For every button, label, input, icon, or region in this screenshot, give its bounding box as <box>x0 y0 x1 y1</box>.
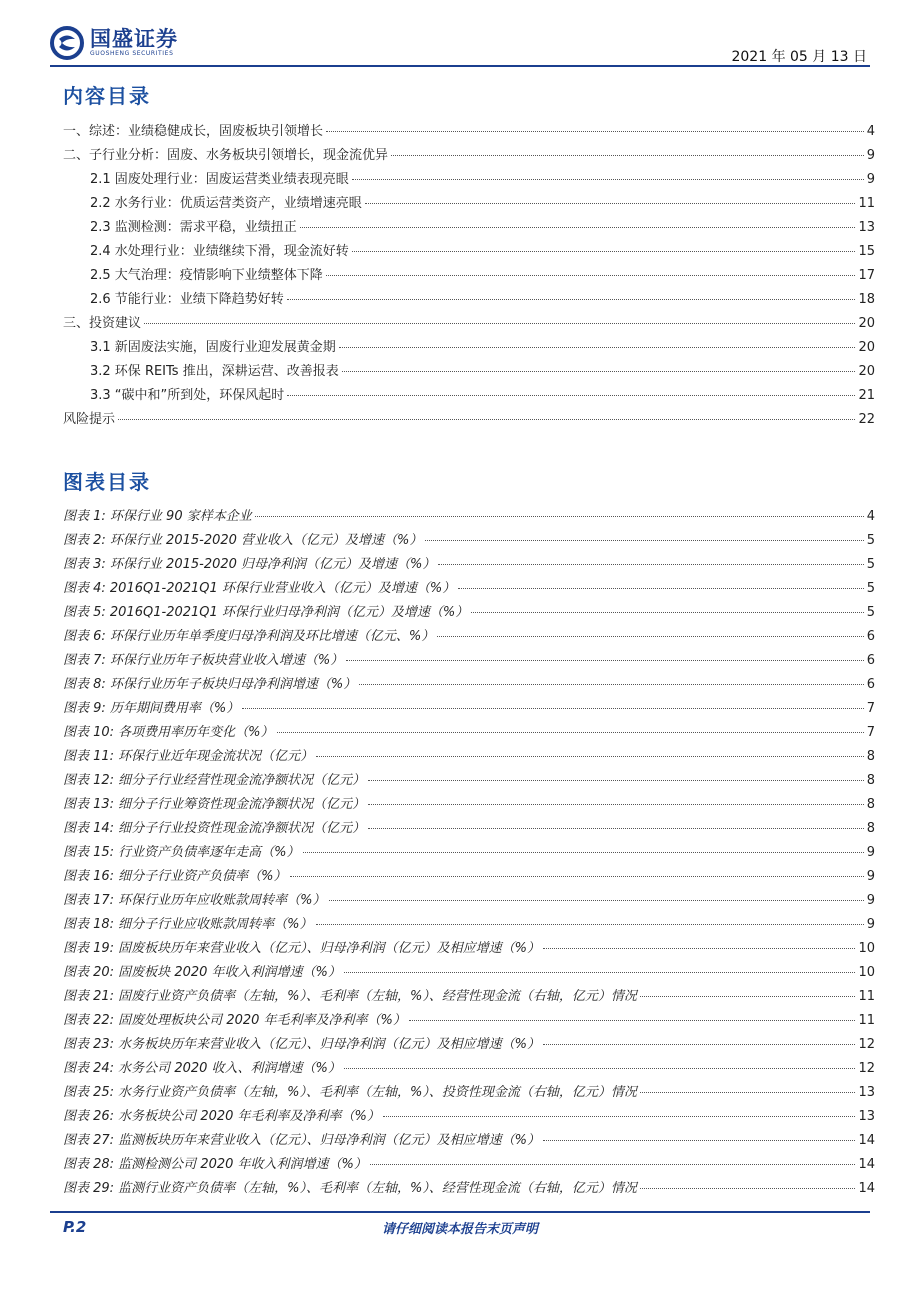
dot-leader <box>352 251 856 252</box>
figure-entry[interactable] <box>63 601 875 625</box>
figure-entry[interactable] <box>63 985 875 1009</box>
figure-entry[interactable] <box>63 577 875 601</box>
company-logo <box>50 26 178 60</box>
figure-entry[interactable] <box>63 721 875 745</box>
figure-entry-label: 图表 17: 环保行业历年应收账款周转率（%） <box>63 893 326 908</box>
toc-entry-label: 风险提示 <box>63 412 116 427</box>
figure-entry-page: 11 <box>858 989 875 1004</box>
figure-entry-page: 5 <box>866 557 875 572</box>
toc-entry-page: 20 <box>858 340 875 355</box>
figure-entry[interactable] <box>63 1129 875 1153</box>
figure-entry-label: 图表 14: 细分子行业投资性现金流净额状况（亿元） <box>63 821 366 836</box>
dot-leader <box>316 756 864 757</box>
figure-entry[interactable] <box>63 1033 875 1057</box>
toc-entry[interactable] <box>63 408 875 432</box>
figure-entry[interactable] <box>63 793 875 817</box>
figure-entry-page: 9 <box>866 893 875 908</box>
figure-entry-page: 9 <box>866 869 875 884</box>
figure-entry-page: 8 <box>866 821 875 836</box>
figure-entry-label: 图表 22: 固废处理板块公司 2020 年毛利率及净利率（%） <box>63 1013 406 1028</box>
dot-leader <box>640 1188 856 1189</box>
figure-entry-page: 13 <box>858 1109 875 1124</box>
toc-entry[interactable] <box>63 216 875 240</box>
figure-entry-label: 图表 10: 各项费用率历年变化（%） <box>63 725 274 740</box>
dot-leader <box>287 299 856 300</box>
figure-entry[interactable] <box>63 913 875 937</box>
toc-entry-label: 3.2 环保 REITs 推出，深耕运营、改善报表 <box>90 364 339 379</box>
toc-entry-page: 9 <box>866 172 875 187</box>
guosheng-logo-icon <box>50 26 84 60</box>
figure-entry-page: 9 <box>866 917 875 932</box>
toc-entry-page: 15 <box>858 244 875 259</box>
toc-entry-page: 17 <box>858 268 875 283</box>
dot-leader <box>365 203 856 204</box>
page-number: P.2 <box>63 1218 87 1236</box>
dot-leader <box>437 636 863 637</box>
figure-entry-label: 图表 2: 环保行业 2015-2020 营业收入（亿元）及增速（%） <box>63 533 423 548</box>
figure-entry-page: 8 <box>866 797 875 812</box>
dot-leader <box>391 155 864 156</box>
figure-entry-page: 6 <box>866 653 875 668</box>
figure-entry-page: 4 <box>866 509 875 524</box>
toc-entry-label: 3.3 “碳中和”所到处，环保风起时 <box>90 388 285 403</box>
figure-entry-page: 12 <box>858 1037 875 1052</box>
figure-entry[interactable] <box>63 769 875 793</box>
dot-leader <box>471 612 863 613</box>
figure-entry[interactable] <box>63 553 875 577</box>
dot-leader <box>640 1092 856 1093</box>
figure-entry[interactable] <box>63 625 875 649</box>
toc-entry-label: 2.5 大气治理：疫情影响下业绩整体下降 <box>90 268 323 283</box>
figure-entry-page: 8 <box>866 773 875 788</box>
figure-entry[interactable] <box>63 697 875 721</box>
logo-company-cn: 国盛证券 <box>90 27 178 51</box>
figures-title: 图表目录 <box>63 470 151 494</box>
figure-entry-label: 图表 21: 固废行业资产负债率（左轴，%）、毛利率（左轴，%）、经营性现金流（右轴，亿元）情况 <box>63 989 637 1004</box>
dot-leader <box>368 828 864 829</box>
dot-leader <box>352 179 864 180</box>
dot-leader <box>255 516 864 517</box>
figure-entry-page: 13 <box>858 1085 875 1100</box>
figure-entry[interactable] <box>63 1177 875 1201</box>
figure-entry-label: 图表 23: 水务板块历年来营业收入（亿元）、归母净利润（亿元）及相应增速（%） <box>63 1037 541 1052</box>
figure-entry-label: 图表 19: 固废板块历年来营业收入（亿元）、归母净利润（亿元）及相应增速（%） <box>63 941 541 956</box>
figure-entry-label: 图表 24: 水务公司 2020 收入、利润增速（%） <box>63 1061 341 1076</box>
toc-entry[interactable] <box>63 360 875 384</box>
dot-leader <box>370 1164 856 1165</box>
toc-entry[interactable] <box>63 312 875 336</box>
figure-entry-label: 图表 28: 监测检测公司 2020 年收入利润增速（%） <box>63 1157 367 1172</box>
contents-list <box>63 120 875 432</box>
figure-entry-page: 8 <box>866 749 875 764</box>
figure-entry-label: 图表 9: 历年期间费用率（%） <box>63 701 240 716</box>
dot-leader <box>346 660 863 661</box>
footer-divider <box>50 1211 870 1213</box>
figure-entry-label: 图表 26: 水务板块公司 2020 年毛利率及净利率（%） <box>63 1109 380 1124</box>
dot-leader <box>144 323 855 324</box>
toc-entry[interactable] <box>63 192 875 216</box>
toc-entry-page: 20 <box>858 316 875 331</box>
logo-company-en: GUOSHENG SECURITIES <box>90 50 174 57</box>
figure-entry-page: 11 <box>858 1013 875 1028</box>
dot-leader <box>543 1044 855 1045</box>
toc-entry-page: 11 <box>858 196 875 211</box>
figure-entry[interactable] <box>63 673 875 697</box>
figure-entry-label: 图表 25: 水务行业资产负债率（左轴，%）、毛利率（左轴，%）、投资性现金流（右轴，亿元）情况 <box>63 1085 637 1100</box>
toc-entry[interactable] <box>63 264 875 288</box>
figure-entry-label: 图表 29: 监测行业资产负债率（左轴，%）、毛利率（左轴，%）、经营性现金流（右轴，亿元）情况 <box>63 1181 637 1196</box>
toc-entry-page: 4 <box>866 124 875 139</box>
dot-leader <box>344 1068 856 1069</box>
figure-entry[interactable] <box>63 937 875 961</box>
dot-leader <box>303 852 864 853</box>
figure-entry-page: 5 <box>866 605 875 620</box>
dot-leader <box>300 227 856 228</box>
dot-leader <box>329 900 864 901</box>
dot-leader <box>425 540 863 541</box>
toc-entry-page: 22 <box>858 412 875 427</box>
figure-entry-label: 图表 3: 环保行业 2015-2020 归母净利润（亿元）及增速（%） <box>63 557 436 572</box>
dot-leader <box>438 564 863 565</box>
toc-entry[interactable] <box>63 384 875 408</box>
dot-leader <box>316 924 864 925</box>
figure-entry-label: 图表 27: 监测板块历年来营业收入（亿元）、归母净利润（亿元）及相应增速（%） <box>63 1133 541 1148</box>
dot-leader <box>344 972 856 973</box>
figure-entry-label: 图表 20: 固废板块 2020 年收入利润增速（%） <box>63 965 341 980</box>
figure-entry[interactable] <box>63 1009 875 1033</box>
figure-entry[interactable] <box>63 1081 875 1105</box>
toc-entry-label: 2.2 水务行业：优质运营类资产，业绩增速亮眼 <box>90 196 362 211</box>
dot-leader <box>359 684 863 685</box>
dot-leader <box>383 1116 856 1117</box>
figure-entry[interactable] <box>63 817 875 841</box>
dot-leader <box>118 419 855 420</box>
figure-entry[interactable] <box>63 649 875 673</box>
dot-leader <box>409 1020 856 1021</box>
toc-entry-page: 20 <box>858 364 875 379</box>
figure-entry[interactable] <box>63 889 875 913</box>
figure-entry-label: 图表 4: 2016Q1-2021Q1 环保行业营业收入（亿元）及增速（%） <box>63 581 456 596</box>
figure-entry[interactable] <box>63 745 875 769</box>
figure-entry[interactable] <box>63 505 875 529</box>
dot-leader <box>242 708 863 709</box>
toc-entry-label: 三、投资建议 <box>63 316 142 331</box>
toc-entry[interactable] <box>63 144 875 168</box>
figure-entry-label: 图表 6: 环保行业历年单季度归母净利润及环比增速（亿元、%） <box>63 629 435 644</box>
figure-entry-label: 图表 16: 细分子行业资产负债率（%） <box>63 869 287 884</box>
figure-entry-page: 14 <box>858 1157 875 1172</box>
dot-leader <box>543 948 855 949</box>
figure-entry-page: 9 <box>866 845 875 860</box>
toc-entry[interactable] <box>63 168 875 192</box>
toc-entry-page: 21 <box>858 388 875 403</box>
dot-leader <box>326 131 864 132</box>
dot-leader <box>368 804 864 805</box>
dot-leader <box>287 395 855 396</box>
figure-entry[interactable] <box>63 841 875 865</box>
dot-leader <box>342 371 856 372</box>
toc-entry[interactable] <box>63 336 875 360</box>
figure-entry-label: 图表 18: 细分子行业应收账款周转率（%） <box>63 917 313 932</box>
figure-entry-label: 图表 11: 环保行业近年现金流状况（亿元） <box>63 749 314 764</box>
figure-entry-label: 图表 13: 细分子行业筹资性现金流净额状况（亿元） <box>63 797 366 812</box>
dot-leader <box>277 732 864 733</box>
dot-leader <box>543 1140 855 1141</box>
dot-leader <box>339 347 856 348</box>
figure-entry[interactable] <box>63 1153 875 1177</box>
report-date: 2021 年 05 月 13 日 <box>731 49 867 65</box>
toc-entry[interactable] <box>63 120 875 144</box>
dot-leader <box>368 780 864 781</box>
dot-leader <box>640 996 856 997</box>
toc-entry-label: 3.1 新固废法实施，固废行业迎发展黄金期 <box>90 340 336 355</box>
dot-leader <box>458 588 863 589</box>
dot-leader <box>290 876 864 877</box>
figure-entry-page: 5 <box>866 533 875 548</box>
toc-entry-label: 2.1 固废处理行业：固废运营类业绩表现亮眼 <box>90 172 349 187</box>
figure-entry-page: 6 <box>866 629 875 644</box>
figure-entry[interactable] <box>63 865 875 889</box>
toc-entry-label: 2.6 节能行业：业绩下降趋势好转 <box>90 292 284 307</box>
toc-entry[interactable] <box>63 288 875 312</box>
header-divider <box>50 65 870 67</box>
figure-entry-page: 10 <box>858 965 875 980</box>
footer-disclaimer: 请仔细阅读本报告末页声明 <box>381 1222 538 1237</box>
figure-entry-label: 图表 12: 细分子行业经营性现金流净额状况（亿元） <box>63 773 366 788</box>
page-header <box>0 0 920 70</box>
figure-entry-page: 12 <box>858 1061 875 1076</box>
toc-entry-page: 13 <box>858 220 875 235</box>
contents-title: 内容目录 <box>63 84 151 108</box>
figure-entry-label: 图表 7: 环保行业历年子板块营业收入增速（%） <box>63 653 344 668</box>
toc-entry-label: 二、子行业分析：固废、水务板块引领增长，现金流优异 <box>63 148 389 163</box>
figure-entry-page: 6 <box>866 677 875 692</box>
dot-leader <box>326 275 856 276</box>
toc-entry[interactable] <box>63 240 875 264</box>
figures-list <box>63 505 875 1201</box>
toc-entry-page: 18 <box>858 292 875 307</box>
figure-entry-page: 14 <box>858 1133 875 1148</box>
figure-entry-page: 14 <box>858 1181 875 1196</box>
figure-entry-page: 10 <box>858 941 875 956</box>
figure-entry-label: 图表 8: 环保行业历年子板块归母净利润增速（%） <box>63 677 357 692</box>
figure-entry-label: 图表 15: 行业资产负债率逐年走高（%） <box>63 845 300 860</box>
toc-entry-page: 9 <box>866 148 875 163</box>
toc-entry-label: 2.4 水处理行业：业绩继续下滑，现金流好转 <box>90 244 349 259</box>
toc-entry-label: 2.3 监测检测：需求平稳，业绩扭正 <box>90 220 297 235</box>
figure-entry[interactable] <box>63 961 875 985</box>
figure-entry-page: 5 <box>866 581 875 596</box>
figure-entry[interactable] <box>63 1105 875 1129</box>
figure-entry-page: 7 <box>866 725 875 740</box>
figure-entry-label: 图表 5: 2016Q1-2021Q1 环保行业归母净利润（亿元）及增速（%） <box>63 605 469 620</box>
figure-entry-page: 7 <box>866 701 875 716</box>
figure-entry[interactable] <box>63 1057 875 1081</box>
figure-entry-label: 图表 1: 环保行业 90 家样本企业 <box>63 509 252 524</box>
toc-entry-label: 一、综述：业绩稳健成长，固废板块引领增长 <box>63 124 324 139</box>
figure-entry[interactable] <box>63 529 875 553</box>
